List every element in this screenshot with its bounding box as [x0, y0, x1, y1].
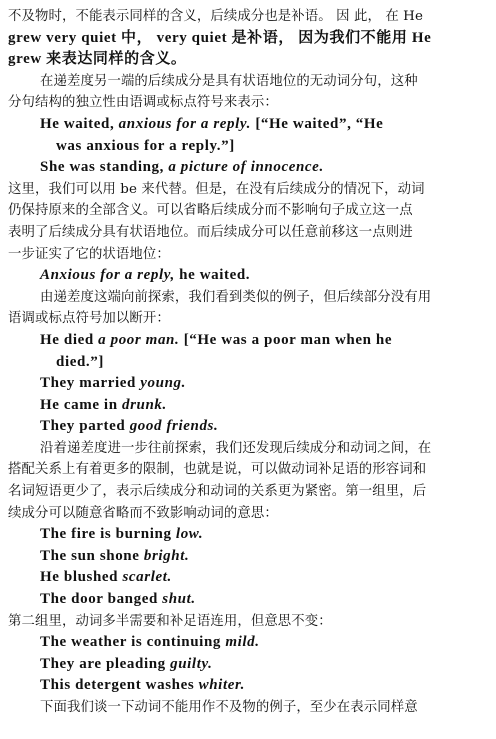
example-text: He blushed: [40, 569, 123, 586]
example-sentence: [8, 654, 488, 676]
example-italic: mild.: [225, 634, 260, 651]
example-italic: anxious for a reply.: [118, 115, 251, 132]
example-sentence: [8, 395, 488, 417]
paragraph-line: 不及物时，不能表示同样的含义，后续成分也是补语。 因 此， 在 He: [8, 9, 423, 24]
paragraph-line: 在递差度另一端的后续成分是具有状语地位的无动词分句，这种: [40, 73, 418, 89]
example-sentence: [8, 265, 488, 287]
example-italic: shut.: [162, 591, 196, 608]
example-text: The door banged: [40, 591, 163, 608]
example-text: He came in: [40, 396, 122, 413]
example-text: They parted: [40, 418, 130, 435]
example-italic: whiter.: [198, 677, 245, 694]
example-sentence: [8, 589, 488, 611]
example-text: The sun shone: [40, 547, 144, 564]
paragraph-line: 搭配关系上有着更多的限制，也就是说，可以做动词补足语的形容词和: [8, 462, 427, 478]
example-italic: a poor man.: [98, 331, 180, 348]
example-sentence: [8, 632, 488, 654]
example-sentence: [8, 546, 488, 568]
example-sentence: [8, 330, 488, 352]
example-sentence: [8, 373, 488, 395]
example-italic: a picture of innocence.: [168, 159, 324, 176]
example-text: The fire is burning: [40, 526, 176, 543]
example-text: [“He was a poor man when he: [179, 331, 393, 348]
example-text: [“He waited”, “He: [250, 115, 384, 132]
example-text: She was standing,: [40, 159, 169, 176]
paragraph-line: 表明了后续成分具有状语地位。而后续成分可以任意前移这一点则进: [8, 224, 413, 240]
example-italic: drunk.: [122, 396, 167, 413]
example-italic: scarlet.: [122, 569, 172, 586]
paragraph-line: grew 来表达同样的含义。: [8, 51, 187, 68]
example-text: They are pleading: [40, 655, 171, 672]
example-italic: young.: [140, 375, 186, 392]
paragraph-line: 这里，我们可以用 be 来代替。但是，在没有后续成分的情况下，动词: [8, 181, 425, 197]
paragraph-line: 一步证实了它的状语地位：: [8, 246, 170, 262]
paragraph-line: 第二组里，动词多半需要和补足语连用，但意思不变：: [8, 613, 332, 629]
example-text: They married: [40, 375, 141, 392]
example-text: He died: [40, 331, 99, 348]
example-sentence: [8, 675, 488, 697]
example-sentence: [8, 416, 488, 438]
example-italic: Anxious for a reply,: [40, 267, 175, 284]
example-sentence-continued: was anxious for a reply.”]: [56, 137, 235, 154]
example-sentence: [8, 157, 488, 179]
example-text: This detergent washes: [40, 677, 199, 694]
example-sentence: [8, 114, 488, 136]
example-sentence-continued: died.”]: [56, 353, 104, 370]
paragraph-line: 由递差度这端向前探索，我们看到类似的例子，但后续部分没有用: [40, 289, 432, 305]
example-italic: guilty.: [170, 655, 213, 672]
example-text: The weather is continuing: [40, 634, 226, 651]
paragraph-line: 分句结构的独立性由语调或标点符号来表示：: [8, 95, 278, 111]
paragraph-line: 下面我们谈一下动词不能用作不及物的例子，至少在表示同样意: [40, 700, 418, 715]
paragraph-line: 沿着递差度进一步往前探索，我们还发现后续成分和动词之间，在: [40, 440, 432, 456]
paragraph-line: grew very quiet 中， very quiet 是补语， 因为我们不能用 He: [8, 29, 432, 46]
example-sentence: [8, 524, 488, 546]
example-italic: bright.: [143, 547, 190, 564]
example-text: he waited.: [174, 267, 251, 284]
paragraph-line: 续成分可以随意省略而不致影响动词的意思：: [8, 505, 278, 521]
paragraph-line: 语调或标点符号加以断开：: [8, 311, 170, 327]
paragraph-line: 仍保持原来的全部含义。可以省略后续成分而不影响句子成立这一点: [8, 203, 413, 219]
example-italic: good friends.: [129, 418, 219, 435]
example-text: He waited,: [40, 115, 119, 132]
paragraph-line: 名词短语更少了，表示后续成分和动词的关系更为紧密。第一组里，后: [8, 484, 427, 500]
example-italic: low.: [175, 526, 204, 543]
example-sentence: [8, 567, 488, 589]
